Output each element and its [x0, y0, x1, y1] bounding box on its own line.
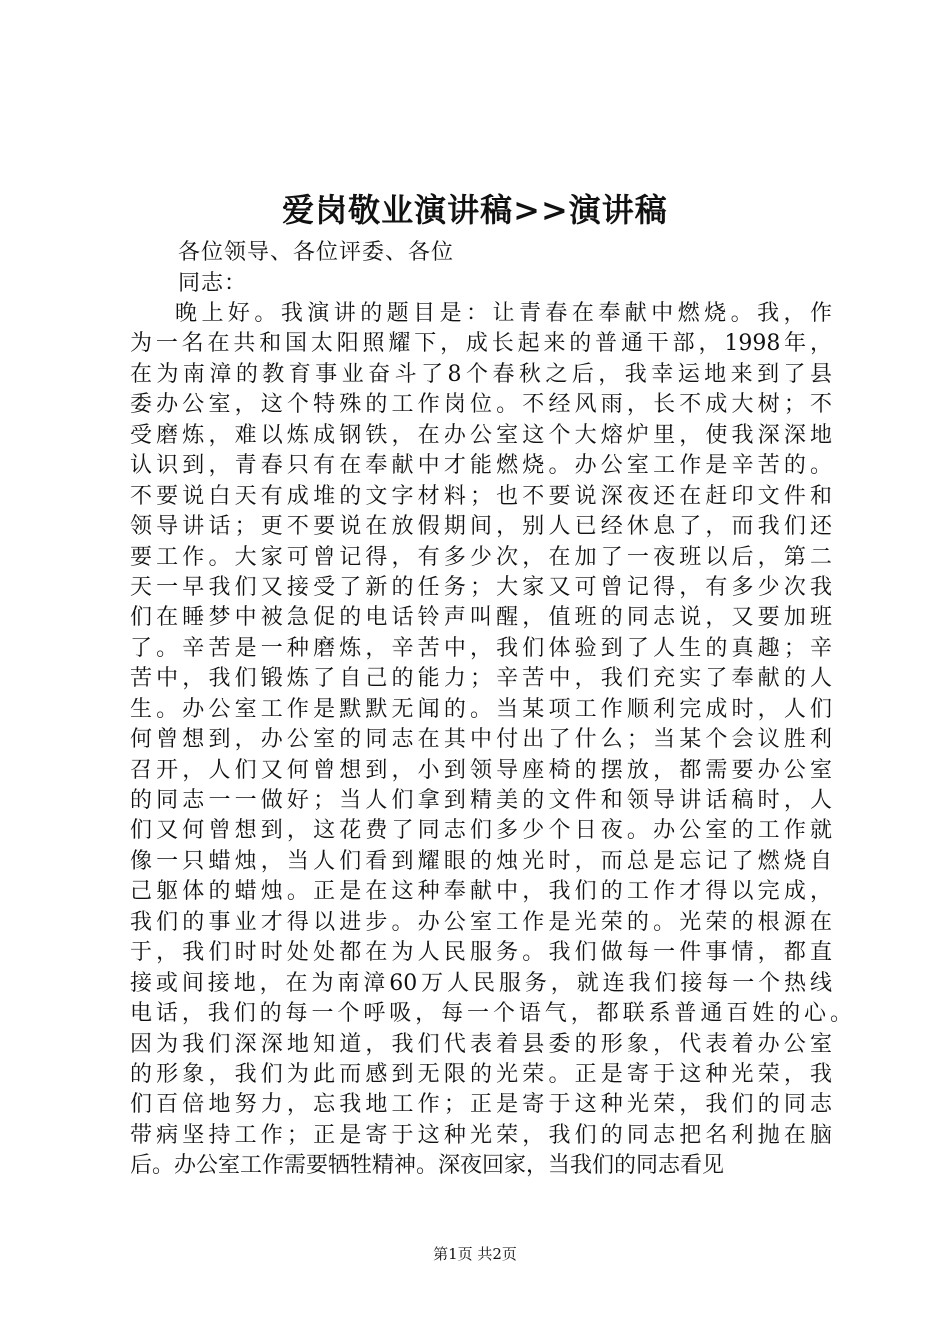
body-text-line: 受磨炼，难以炼成钢铁，在办公室这个大熔炉里，使我深深地 [130, 422, 832, 448]
body-text-line: 们在睡梦中被急促的电话铃声叫醒，值班的同志说，又要加班 [130, 605, 832, 631]
body-text-line: 的形象，我们为此而感到无限的光荣。正是寄于这种光荣，我 [130, 1061, 832, 1087]
page-footer: 第1页 共2页 [433, 1245, 517, 1263]
body-text-line: 天一早我们又接受了新的任务；大家又可曾记得，有多少次我 [130, 574, 832, 600]
body-text-line: 了。辛苦是一种磨炼，辛苦中，我们体验到了人生的真趣；辛 [130, 635, 832, 661]
body-text-line: 带病坚持工作；正是寄于这种光荣，我们的同志把名利抛在脑 [130, 1122, 832, 1148]
body-text-line: 委办公室，这个特殊的工作岗位。不经风雨，长不成大树；不 [130, 392, 832, 418]
salutation-line: 同志： [178, 271, 248, 296]
body-text-line: 们又何曾想到，这花费了同志们多少个日夜。办公室的工作就 [130, 818, 832, 844]
body-text-line: 们百倍地努力，忘我地工作；正是寄于这种光荣，我们的同志 [130, 1092, 832, 1118]
body-text-line: 接或间接地，在为南漳60万人民服务，就连我们接每一个热线 [130, 970, 832, 996]
speech-body [130, 299, 852, 1182]
body-text-line: 召开，人们又何曾想到，小到领导座椅的摆放，都需要办公室 [130, 757, 832, 783]
body-text-line: 认识到，青春只有在奉献中才能燃烧。办公室工作是辛苦的。 [130, 453, 832, 479]
body-text-line: 苦中，我们锻炼了自己的能力；辛苦中，我们充实了奉献的人 [130, 666, 832, 692]
body-text-line: 因为我们深深地知道，我们代表着县委的形象，代表着办公室 [130, 1031, 832, 1057]
body-text-line: 为一名在共和国太阳照耀下，成长起来的普通干部，1998年， [130, 331, 832, 357]
body-text-line: 的同志一一做好；当人们拿到精美的文件和领导讲话稿时，人 [130, 788, 832, 813]
body-text-line: 要工作。大家可曾记得，有多少次，在加了一夜班以后，第二 [130, 544, 832, 570]
body-text-line: 何曾想到，办公室的同志在其中付出了什么；当某个会议胜利 [130, 727, 832, 753]
body-text-line: 于，我们时时处处都在为人民服务。我们做每一件事情，都直 [130, 940, 832, 966]
salutation-line: 各位领导、各位评委、各位 [178, 240, 455, 265]
document-title: 爱岗敬业演讲稿>>演讲稿 [282, 191, 668, 229]
body-text-line: 晚上好。我演讲的题目是：让青春在奉献中燃烧。我，作 [175, 301, 832, 326]
body-text-line: 像一只蜡烛，当人们看到耀眼的烛光时，而总是忘记了燃烧自 [130, 848, 832, 874]
salutation [178, 237, 454, 299]
body-text-line: 生。办公室工作是默默无闻的。当某项工作顺利完成时，人们 [130, 696, 832, 722]
body-text-line: 我们的事业才得以进步。办公室工作是光荣的。光荣的根源在 [130, 909, 832, 935]
body-text-line: 后。办公室工作需要牺牲精神。深夜回家，当我们的同志看见 [130, 1153, 725, 1179]
body-text-line: 己躯体的蜡烛。正是在这种奉献中，我们的工作才得以完成， [130, 879, 832, 905]
body-text-line: 在为南漳的教育事业奋斗了8个春秋之后，我幸运地来到了县 [130, 361, 832, 387]
body-text-line: 电话，我们的每一个呼吸，每一个语气，都联系普通百姓的心。 [130, 1001, 852, 1027]
body-text-line: 不要说白天有成堆的文字材料；也不要说深夜还在赶印文件和 [130, 483, 832, 509]
body-text-line: 领导讲话；更不要说在放假期间，别人已经休息了，而我们还 [130, 514, 832, 540]
